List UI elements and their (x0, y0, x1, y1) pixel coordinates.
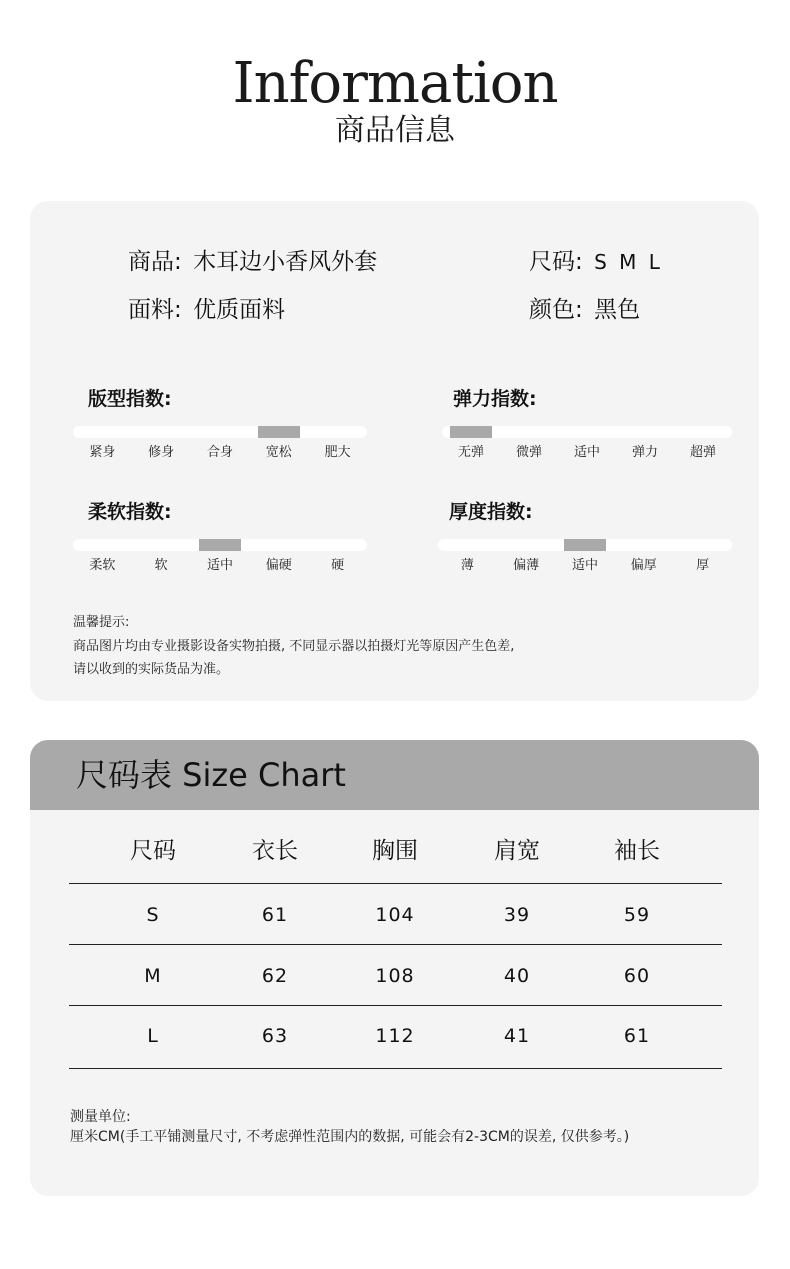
index-title: 柔软指数: (88, 501, 172, 523)
size-table-cell: 108 (375, 965, 415, 987)
index-title: 厚度指数: (449, 501, 533, 523)
table-divider (69, 1068, 722, 1069)
index-level-label: 弹力 (631, 445, 658, 460)
index-level-label: 适中 (571, 558, 598, 573)
index-selected-marker (199, 539, 241, 551)
table-divider (69, 1005, 722, 1006)
product-value: 木耳边小香风外套 (193, 249, 378, 275)
size-table-cell: 62 (261, 965, 289, 987)
fabric-label: 面料: (128, 297, 182, 323)
size-label: 尺码: (529, 249, 583, 275)
size-table-header-cell: 肩宽 (494, 838, 540, 864)
index-selected-marker (564, 539, 606, 551)
product-info-card (30, 201, 759, 701)
index-level-label: 硬 (331, 558, 345, 573)
table-divider (69, 944, 722, 945)
size-chart-title: 尺码表 Size Chart (76, 756, 346, 794)
index-level-label: 软 (154, 558, 168, 573)
index-level-label: 修身 (148, 445, 175, 460)
index-level-label: 肥大 (324, 445, 351, 460)
index-level-label: 宽松 (265, 445, 292, 460)
index-track (73, 426, 367, 438)
index-level-label: 合身 (206, 445, 233, 460)
index-level-label: 偏硬 (265, 558, 292, 573)
product-label: 商品: (128, 249, 182, 275)
size-value: S M L (594, 250, 663, 274)
fit-index (73, 387, 367, 467)
notice-line-1: 商品图片均由专业摄影设备实物拍摄, 不同显示器以拍摄灯光等原因产生色差, (73, 639, 515, 654)
unit-title: 测量单位: (70, 1109, 131, 1125)
size-table-cell: 41 (503, 1025, 531, 1047)
size-table-header-cell: 尺码 (130, 838, 176, 864)
size-row (529, 247, 663, 277)
index-level-label: 超弹 (689, 445, 716, 460)
index-level-label: 微弹 (515, 445, 542, 460)
size-table-cell: 39 (503, 904, 531, 926)
size-table-cell: 104 (375, 904, 415, 926)
index-title: 弹力指数: (453, 388, 537, 410)
index-track (73, 539, 367, 551)
color-label: 颜色: (529, 297, 583, 323)
color-row (529, 295, 640, 325)
index-selected-marker (450, 426, 492, 438)
fabric-value: 优质面料 (193, 297, 286, 323)
size-table-cell: 63 (261, 1025, 289, 1047)
unit-text: 厘米CM(手工平铺测量尺寸, 不考虑弹性范围内的数据, 可能会有2-3CM的误差, 仅供参考。) (70, 1129, 630, 1145)
index-level-label: 紧身 (89, 445, 116, 460)
size-table-cell: 61 (623, 1025, 651, 1047)
index-level-label: 偏薄 (513, 558, 540, 573)
size-table-cell: 40 (503, 965, 531, 987)
fabric-row (128, 295, 285, 325)
elasticity-index (442, 387, 732, 467)
size-table-cell: S (146, 904, 160, 926)
notice-title: 温馨提示: (73, 615, 130, 630)
index-level-label: 厚 (696, 558, 710, 573)
index-title: 版型指数: (88, 388, 172, 410)
index-track (442, 426, 732, 438)
index-level-label: 薄 (460, 558, 474, 573)
size-table-cell: M (144, 965, 162, 987)
size-chart-card (30, 740, 759, 1196)
size-table-cell: 60 (623, 965, 651, 987)
size-table-cell: 61 (261, 904, 289, 926)
index-track (438, 539, 732, 551)
table-divider (69, 883, 722, 884)
page-title-chinese: 商品信息 (335, 113, 455, 148)
index-level-label: 适中 (206, 558, 233, 573)
size-table-header-cell: 胸围 (372, 838, 418, 864)
index-level-label: 偏厚 (630, 558, 657, 573)
size-table-cell: 59 (623, 904, 651, 926)
index-level-label: 柔软 (89, 558, 116, 573)
thickness-index (438, 500, 732, 580)
size-table-header-cell: 袖长 (614, 838, 660, 864)
index-level-label: 适中 (573, 445, 600, 460)
color-value: 黑色 (594, 297, 641, 323)
size-table-cell: L (147, 1025, 159, 1047)
index-selected-marker (258, 426, 300, 438)
softness-index (73, 500, 367, 580)
page-title-english: Information (232, 51, 558, 116)
size-table-cell: 112 (375, 1025, 415, 1047)
product-name-row (128, 247, 377, 277)
index-level-label: 无弹 (457, 445, 484, 460)
size-table-header-cell: 衣长 (252, 838, 298, 864)
notice-line-2: 请以收到的实际货品为准。 (73, 662, 230, 677)
